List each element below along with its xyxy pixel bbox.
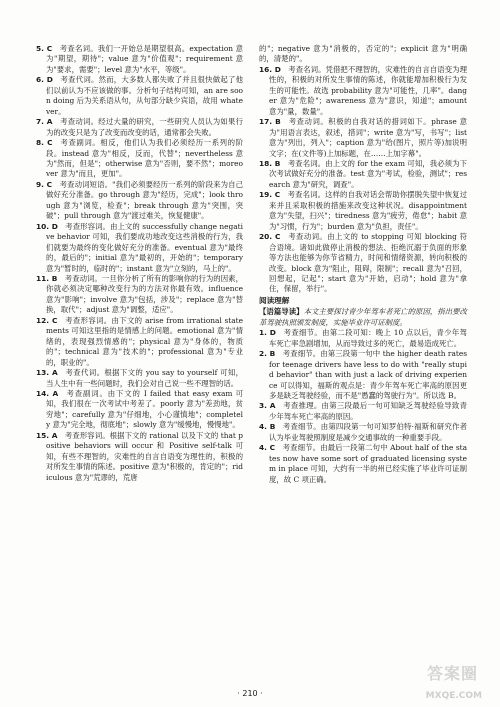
answer-explanation: 考查副词。由下文的 I failed that easy exam 可知，我们很在一次考试中考差了。poorly 意为"差劲地，贫穷地"；carefully 意为"仔细地，小心谨慎地"；completely 意为"完全地，彻底地"；slowly 意为"缓慢地，慢慢地"。	[46, 388, 243, 430]
right-entries	[259, 65, 467, 295]
answer-number: 15. A	[36, 430, 58, 440]
answer-number: 4. C	[259, 443, 276, 453]
section-heading: 阅读理解	[259, 295, 290, 305]
answer-number: 9. C	[36, 179, 53, 189]
answer-number: 4. B	[259, 422, 276, 432]
answer-entry	[259, 65, 467, 117]
answer-explanation: 考查动词。积极的自我对话的措词如下。phrase 意为"用语言表达，叙述，措词"；write 意为"写，书写"；list 意为"列出，列入"；caption 意为"给(图片，照片等)加说明文字；在(文件等)上加标题，在……上加字幕"。	[269, 117, 467, 158]
answer-explanation: 考查细节。由第四段第一句可知罗伯特·福斯和研究作者认为毕业驾驶照制度是减少交通事故的一种重要手段。	[269, 422, 467, 442]
guide-text: 本文主要探讨青少年驾车者死亡的原因，指出要改革驾驶执照颁发制度，实施毕业许可证制度。	[259, 307, 467, 327]
answer-number: 1. D	[259, 328, 276, 338]
answer-entry	[259, 401, 467, 422]
answer-explanation: 考查形容词。由下文的 arise from irrational statements 可知这里指的是情感上的问题。emotional 意为"情绪的，表现强烈情感的"；physical 意为"身体的，物质的"；technical 意为"技术的"；professional 意为"专业的，职业的"。	[46, 315, 243, 367]
answer-entry	[36, 138, 243, 180]
answer-number: 14. A	[36, 388, 59, 398]
answer-explanation: 考查代词。然而，大多数人都失败了并且很快做起了他们以前认为不应该做的事。分析句子结构可知，an are soon doing 后为关系语从句，从句部分缺少宾语，故用 whatever。	[46, 75, 243, 116]
answer-number: 8. C	[36, 138, 53, 148]
answer-number: 13. A	[36, 368, 58, 378]
answer-number: 5. C	[36, 44, 53, 53]
answer-explanation: 考查名词。由上文的 for the exam 可知，我必须为下次考试做好充分的准备。test 意为"考试，检验，测试"；research 意为"研究，调查"。	[269, 158, 467, 189]
answer-explanation: 考查动词。一旦你分析了所有的影响你的行为的因素，你就必须决定哪种改变行为的方法对你最有效。influence 意为"影响"；involve 意为"包括，涉及"；replace 意为"替换，取代"；adjust 意为"调整，适应"。	[46, 273, 243, 315]
answer-explanation: 考查细节。由第二段可知：晚上 10 点以后，青少年驾车死亡率急剧增加，从而导致过多的死亡，最易造成死亡。	[269, 328, 467, 348]
watermark-url: MXQE.COM	[425, 691, 482, 701]
continuation-text: 的"；negative 意为"消极的，否定的"；explicit 意为"明确的，清楚的"。	[259, 44, 467, 64]
answer-entry	[259, 232, 467, 295]
answer-explanation: 考查形容词。由上文的 successfully change negative behavior 可知，我们要成功地改变这些消极的行为，我们就要为最终的变化做好充分的准备。eventual 意为"最终的，最后的"；initial 意为"最初的，开始的"；temporary 意为"暂时的，临时的"；instant 意为"立刻的，马上的"。	[46, 221, 243, 273]
answer-entry	[36, 368, 243, 389]
answer-entry	[259, 443, 467, 485]
answer-explanation: 考查动词短语。"我们必须要经历一系列的阶段来为自己做好充分准备。go through 意为"经历，完成"；look through 意为"浏览，检查"；break through 意为"突围，突破"；pull through 意为"渡过难关，恢复健康"。	[46, 179, 243, 221]
answer-entry	[36, 117, 243, 138]
answer-number: 6. D	[36, 75, 53, 85]
guide-tag: 【语篇导读】	[259, 307, 304, 317]
answer-explanation: 考查动词。由上文的 to stopping 可知 blocking 符合语境。诸如此做停止消极的想法、拒绝沉溺于负面的形象等方法也能够为你节省精力，时间和情绪资源，转向积极的改变。block 意为"阻止，阻碍，限制"；recall 意为"召回，回想起，记起"；start 意为"开始，启动"；hold 意为"拿住，保留，举行"。	[269, 232, 467, 294]
answer-explanation: 考查名词。凭借把不理智的，灾难性的自言自语变为理性的，积极的对所发生事情的陈述，你就能增加积极行为发生的可能性。故选 probability 意为"可能性，几率"。danger 意为"危险"；awareness 意为"意识，知道"；amount 意为"量，数量"。	[269, 64, 467, 116]
answer-number: 11. B	[36, 273, 58, 283]
answer-entry	[36, 222, 243, 274]
answer-number: 12. C	[36, 315, 58, 325]
answer-entry	[36, 389, 243, 431]
reading-entries	[259, 328, 467, 485]
answer-entry	[36, 180, 243, 222]
answer-entry	[259, 349, 467, 401]
answer-entry	[36, 44, 243, 75]
answer-entry	[36, 316, 243, 368]
answer-explanation: 考查副词。相反，他们认为我们必须经历一系列的阶段。instead 意为"相反，反而，代替"；nevertheless 意为"然而，但是"；otherwise 意为"否则，要不然"；moreover 意为"而且，更加"。	[46, 138, 243, 179]
answer-number: 16. D	[259, 64, 281, 74]
answer-entry	[259, 190, 467, 232]
answer-entry	[36, 75, 243, 117]
answer-number: 20. C	[259, 232, 281, 242]
page-number: · 210 ·	[237, 689, 263, 698]
answer-explanation: 考查动词。经过大量的研究，一些研究人员认为如果行为的改变只是为了改变而改变的话，通常都会失败。	[46, 117, 243, 137]
watermark-logo	[398, 661, 482, 701]
answer-explanation: 考查形容词。根据下文的 rational 以及下文的 that positive behaviors will occur 和 Positive self-talk 可知，有些不理智的，灾难性的自言自语变为理性的，积极的对所发生事情的陈述。positive 意为"积极的，肯定的"；ridiculous 意为"荒谬的，荒唐	[46, 430, 243, 482]
answer-explanation: 考查推理。由第三段最后一句可知缺乏驾驶经验导致青少年驾车死亡率高的原因。	[269, 401, 467, 421]
answer-explanation: 考查名词。这样的自我对话会帮助你摆脱失望中恢复过来并且采取积极的措施来改变这种状况。disappointment 意为"失望，扫兴"；tiredness 意为"疲劳，倦怠"；habit 意为"习惯，行为"；burden 意为"负担，责任"。	[269, 190, 467, 231]
answer-explanation: 考查细节。由最后一段第二句中 About half of the states now have some sort of graduated licensing system in place 可知，大约有一半的州已经实施了毕业许可证制度，故 C 项正确。	[269, 443, 468, 484]
answer-number: 18. B	[259, 158, 281, 168]
answer-number: 10. D	[36, 221, 58, 231]
answer-number: 2. B	[259, 349, 276, 359]
answer-entry	[259, 328, 467, 349]
answer-entry	[259, 422, 467, 443]
passage-guide	[259, 307, 467, 328]
left-column	[36, 44, 243, 483]
answer-entry	[36, 431, 243, 483]
answer-number: 3. A	[259, 401, 276, 411]
answer-explanation: 考查细节。由第三段第一句中 the higher death rates for teenage drivers have less to do with "really stupid behavior" than with just a lack of driving experience 可以得知，福斯的观点是：青少年驾车死亡率高的原因更多是缺乏驾驶经验，而不是"愚蠢的驾驶行为"。所以选 B。	[269, 349, 467, 400]
answer-number: 7. A	[36, 117, 53, 127]
answer-entry	[36, 274, 243, 316]
answer-entry	[259, 117, 467, 159]
answer-number: 19. C	[259, 190, 281, 200]
answer-explanation: 考查代词。根据下文的 you say to yourself 可知，当人生中有一些问题时，我们会对自己说一些不理智的话。	[46, 368, 243, 388]
answer-entry	[259, 159, 467, 190]
right-column	[259, 44, 467, 485]
watermark-logo-text: 答案圈	[426, 664, 478, 683]
answer-number: 17. B	[259, 117, 281, 127]
answer-explanation: 考查名词。我们一开始总是期望很高。expectation 意为"期望，期待"；value 意为"价值观"；requirement 意为"要求，需要"；level 意为"水平，等级"。	[46, 44, 244, 74]
